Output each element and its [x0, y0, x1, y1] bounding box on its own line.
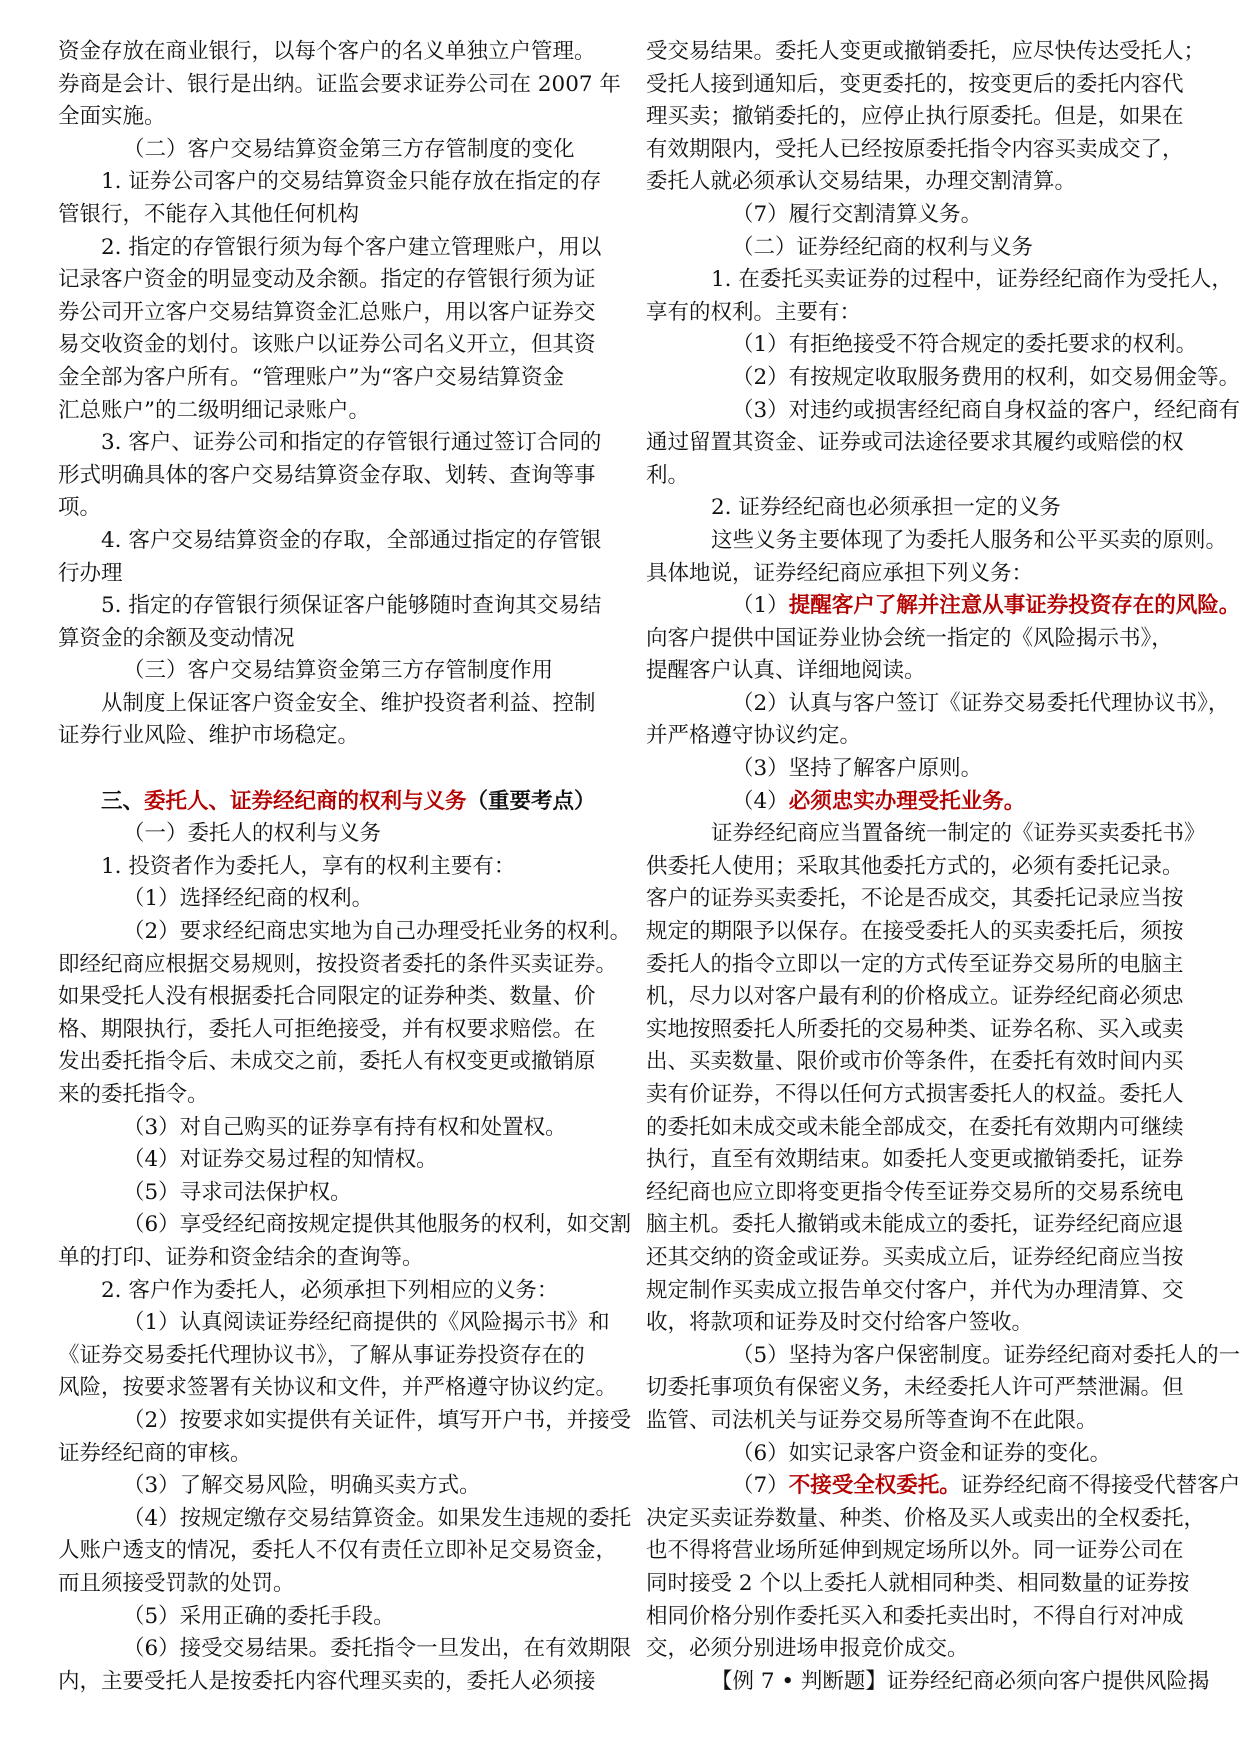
text-line: [58, 851, 614, 884]
line-text: 来的委托指令。: [58, 1082, 209, 1107]
line-text: （5）采用正确的委托手段。: [123, 1603, 395, 1629]
line-text: 利。: [646, 462, 690, 488]
line-text: 同时接受 2 个以上委托人就相同种类、相同数量的证券按: [646, 1570, 1190, 1596]
text-line: [646, 851, 1202, 884]
line-text: 项。: [58, 495, 102, 521]
line-text: 理买卖；撤销委托的，应停止执行原委托。但是，如果在: [646, 104, 1184, 130]
heading-note: （重要考点）: [466, 788, 596, 814]
line-text: 脑主机。委托人撤销或未能成立的委托，证券经纪商应退: [646, 1212, 1184, 1238]
text-line: [58, 1372, 618, 1405]
text-line: [58, 395, 614, 428]
text-line: [646, 1275, 1202, 1308]
text-line: [646, 883, 1202, 916]
line-text: 受托人接到通知后，变更委托的，按变更后的委托内容代: [646, 71, 1184, 97]
line-text: 记录客户资金的明显变动及余额。指定的存管银行须为证: [58, 267, 596, 293]
line-text: 相同价格分别作委托买入和委托卖出时，不得自行对冲成: [646, 1603, 1184, 1629]
line-text: （5）坚持为客户保密制度。证券经纪商对委托人的一: [732, 1342, 1241, 1368]
text-line: [646, 232, 1202, 265]
text-line: [646, 492, 1202, 525]
text-line: [646, 655, 1202, 688]
line-text: （2）认真与客户签订《证券交易委托代理协议书》，: [732, 690, 1230, 716]
line-text: 即经纪商应根据交易规则，按投资者委托的条件买卖证券。: [58, 951, 618, 977]
line-text: 证券行业风险、维护市场稳定。: [58, 723, 360, 749]
text-line: [646, 362, 1241, 395]
line-text: 委托人就必须承认交易结果，办理交割清算。: [646, 169, 1077, 195]
line-text: 3. 客户、证券公司和指定的存管银行通过签订合同的: [101, 430, 602, 456]
text-line: [646, 1601, 1202, 1634]
text-line: [58, 199, 614, 232]
line-text: 算资金的余额及变动情况: [58, 625, 295, 651]
line-text: 还其交纳的资金或证券。买卖成立后，证券经纪商应当按: [646, 1244, 1184, 1270]
text-line: [58, 1666, 614, 1699]
text-line: [646, 1340, 1241, 1373]
line-text: 的委托如未成交或未能全部成交，在委托有效期内可继续: [646, 1114, 1184, 1140]
line-text: 人账户透支的情况，委托人不仅有责任立即补足交易资金，: [58, 1538, 618, 1564]
text-line: [58, 1340, 614, 1373]
text-line: [646, 720, 1202, 753]
line-text: （6）如实记录客户资金和证券的变化。: [732, 1440, 1112, 1466]
line-text: 切委托事项负有保密义务，未经委托人许可严禁泄漏。但: [646, 1375, 1184, 1401]
text-line: [58, 1177, 614, 1210]
text-line: [58, 753, 614, 786]
line-text: （4）按规定缴存交易结算资金。如果发生违规的委托: [123, 1505, 632, 1531]
line-text: 发出委托指令后、未成交之前，委托人有权变更或撤销原: [58, 1049, 596, 1075]
text-line: [58, 1633, 632, 1666]
line-text: （三）客户交易结算资金第三方存管制度作用: [123, 658, 554, 684]
line-text: 1. 投资者作为委托人，享有的权利主要有：: [101, 853, 516, 879]
text-line: [58, 427, 614, 460]
line-text: 客户的证券买卖委托，不论是否成交，其委托记录应当按: [646, 886, 1184, 912]
text-line: [646, 1144, 1202, 1177]
line-text: （4）对证券交易过程的知情权。: [123, 1147, 438, 1173]
text-line: [646, 916, 1202, 949]
text-line: [58, 818, 614, 851]
text-line: [58, 525, 614, 558]
line-text: 供委托人使用；采取其他委托方式的，必须有委托记录。: [646, 853, 1184, 879]
line-text: 规定制作买卖成立报告单交付客户，并代为办理清算、交: [646, 1277, 1184, 1303]
text-line: [58, 981, 614, 1014]
text-line: [646, 1242, 1202, 1275]
text-line: [58, 329, 614, 362]
line-text: 机，尽力以对客户最有利的价格成立。证券经纪商必须忠: [646, 984, 1184, 1010]
text-line: [58, 36, 614, 69]
line-text: （1）选择经纪商的权利。: [123, 886, 374, 912]
line-text: 出、买卖数量、限价或市价等条件，在委托有效时间内买: [646, 1049, 1184, 1075]
text-line: [646, 460, 1202, 493]
line-text: （6）享受经纪商按规定提供其他服务的权利，如交割: [123, 1212, 632, 1238]
right-column: [646, 36, 1241, 1698]
line-text: 内，主要受托人是按委托内容代理买卖的，委托人必须接: [58, 1668, 596, 1694]
line-text: （7）履行交割清算义务。: [732, 201, 983, 227]
line-text: 金全部为客户所有。“管理账户”为“客户交易结算资金: [58, 364, 564, 390]
text-line: [646, 36, 1206, 69]
text-line: [58, 492, 614, 525]
line-text: 券公司开立客户交易结算资金汇总账户，用以客户证券交: [58, 299, 596, 325]
text-line: [58, 949, 618, 982]
line-text: 具体地说，证券经纪商应承担下列义务：: [646, 560, 1034, 586]
line-text: 1. 证券公司客户的交易结算资金只能存放在指定的存: [101, 169, 602, 195]
line-text: 交，必须分别进场申报竞价成交。: [646, 1636, 969, 1662]
text-line: [646, 329, 1202, 362]
line-text: 管银行，不能存入其他任何机构: [58, 201, 360, 227]
text-line: [58, 1014, 614, 1047]
text-line: [58, 558, 614, 591]
text-line: [646, 134, 1202, 167]
text-line: [58, 720, 614, 753]
line-text: 而且须接受罚款的处罚。: [58, 1570, 295, 1596]
line-text: 如果受托人没有根据委托合同限定的证券种类、数量、价: [58, 984, 596, 1010]
text-line: [646, 1079, 1202, 1112]
text-line: [646, 1209, 1202, 1242]
text-line: [646, 264, 1233, 297]
line-text: 通过留置其资金、证券或司法途径要求其履约或赔偿的权: [646, 430, 1184, 456]
text-line: [646, 1568, 1202, 1601]
line-text: （2）要求经纪商忠实地为自己办理受托业务的权利。: [123, 919, 632, 945]
text-line: [58, 1112, 614, 1145]
left-column: [58, 36, 632, 1698]
text-line: [58, 655, 614, 688]
heading-prefix: 三、: [101, 788, 145, 814]
text-line: [646, 199, 1202, 232]
text-line: [58, 916, 632, 949]
text-line: [646, 1633, 1202, 1666]
line-text: 规定的期限予以保存。在接受委托人的买卖委托后，须按: [646, 919, 1184, 945]
line-text: 券商是会计、银行是出纳。证监会要求证券公司在 2007 年: [58, 71, 621, 97]
text-line: [646, 688, 1230, 721]
line-text: 决定买卖证券数量、种类、价格及买人或卖出的全权委托，: [646, 1505, 1206, 1531]
line-text: （2）按要求如实提供有关证件，填写开户书，并接受: [123, 1407, 632, 1433]
text-line: [646, 558, 1202, 591]
line-text: （3）对自己购买的证券享有持有权和处置权。: [123, 1114, 567, 1140]
line-text: 实地按照委托人所委托的交易种类、证券名称、买入或卖: [646, 1016, 1184, 1042]
text-line: [646, 1470, 1241, 1503]
text-line: [646, 1046, 1202, 1079]
line-text: 证券经纪商应当置备统一制定的《证券买卖委托书》: [711, 821, 1206, 847]
text-line: [646, 1438, 1202, 1471]
line-text: （3）了解交易风险，明确买卖方式。: [123, 1473, 481, 1499]
text-line: [58, 1535, 618, 1568]
line-text: （6）接受交易结果。委托指令一旦发出，在有效期限: [123, 1636, 632, 1662]
line-text: 形式明确具体的客户交易结算资金存取、划转、查询等事: [58, 462, 596, 488]
text-line: [646, 1503, 1206, 1536]
line-text: 证券经纪商的审核。: [58, 1440, 252, 1466]
line-text: 并严格遵守协议约定。: [646, 723, 862, 749]
line-text: 委托人的指令立即以一定的方式传至证券交易所的电脑主: [646, 951, 1184, 977]
line-text: 这些义务主要体现了为委托人服务和公平买卖的原则。: [711, 527, 1228, 553]
line-text: 卖有价证券，不得以任何方式损害委托人的权益。委托人: [646, 1082, 1184, 1107]
text-line: [58, 688, 614, 721]
line-text: （4）: [732, 788, 789, 814]
highlight-text: 必须忠实办理受托业务。: [788, 788, 1026, 814]
text-line: [58, 1144, 614, 1177]
text-line: [58, 362, 614, 395]
line-text: 2. 客户作为委托人，必须承担下列相应的义务：: [101, 1277, 559, 1303]
line-text-after: 证券经纪商不得接受代替客户: [960, 1473, 1241, 1499]
text-line: [58, 1405, 632, 1438]
text-line: [646, 818, 1206, 851]
text-line: [646, 297, 1202, 330]
line-text: 也不得将营业场所延伸到规定场所以外。同一证券公司在: [646, 1538, 1184, 1564]
line-text: 经纪商也应立即将变更指令传至证券交易所的交易系统电: [646, 1179, 1184, 1205]
text-line: [646, 1535, 1202, 1568]
line-text: 资金存放在商业银行，以每个客户的名义单独立户管理。: [58, 39, 596, 64]
line-text: 风险，按要求签署有关协议和文件，并严格遵守协议约定。: [58, 1375, 618, 1401]
line-text: 格、期限执行，委托人可拒绝接受，并有权要求赔偿。在: [58, 1016, 596, 1042]
line-text: 有效期限内，受托人已经按原委托指令内容买卖成交了，: [646, 136, 1184, 162]
line-text: 汇总账户”的二级明细记录账户。: [58, 397, 370, 423]
text-line: [646, 753, 1202, 786]
text-line: [646, 949, 1202, 982]
text-line: [58, 623, 614, 656]
heading-title: 委托人、证券经纪商的权利与义务: [144, 788, 467, 814]
text-line: [58, 1307, 614, 1340]
text-line: [646, 590, 1241, 623]
line-text: （二）客户交易结算资金第三方存管制度的变化: [123, 136, 575, 162]
line-text: 单的打印、证券和资金结余的查询等。: [58, 1244, 424, 1270]
line-text: 享有的权利。主要有：: [646, 299, 862, 325]
text-line: [58, 1470, 614, 1503]
text-line: [58, 1242, 614, 1275]
text-line: [58, 232, 614, 265]
text-line: [646, 786, 1202, 819]
text-line: [646, 1014, 1202, 1047]
line-text: （7）: [732, 1473, 789, 1499]
text-line: [58, 101, 614, 134]
highlight-text: 不接受全权委托。: [788, 1473, 961, 1499]
line-text: 执行，直至有效期结束。如委托人变更或撤销委托，证券: [646, 1147, 1184, 1173]
line-text: （二）证券经纪商的权利与义务: [732, 234, 1034, 260]
text-line: [58, 1601, 614, 1634]
text-line: [58, 1438, 614, 1471]
highlight-text: 提醒客户了解并注意从事证券投资存在的风险。: [788, 593, 1241, 619]
text-line: [646, 1112, 1202, 1145]
text-line: [646, 1372, 1202, 1405]
line-text: 2. 证券经纪商也必须承担一定的义务: [711, 495, 1061, 521]
line-text: 行办理: [58, 560, 123, 586]
text-line: [58, 590, 614, 623]
text-line: [646, 1405, 1202, 1438]
line-text: （3）坚持了解客户原则。: [732, 756, 983, 782]
line-text: （一）委托人的权利与义务: [123, 821, 382, 847]
text-line: [646, 427, 1202, 460]
line-text: （2）有按规定收取服务费用的权利，如交易佣金等。: [732, 364, 1241, 390]
text-line: [646, 166, 1202, 199]
line-text: 收，将款项和证券及时交付给客户签收。: [646, 1310, 1034, 1336]
text-line: [58, 1503, 632, 1536]
line-text: 易交收资金的划付。该账户以证券公司名义开立，但其资: [58, 332, 596, 358]
line-text: 监管、司法机关与证券交易所等查询不在此限。: [646, 1407, 1098, 1433]
text-line: [646, 395, 1241, 428]
text-line: [58, 134, 614, 167]
text-line: [58, 69, 621, 102]
text-line: [646, 981, 1202, 1014]
line-text: （1）有拒绝接受不符合规定的委托要求的权利。: [732, 332, 1198, 358]
text-line: [646, 101, 1202, 134]
line-text: （5）寻求司法保护权。: [123, 1179, 352, 1205]
text-line: [646, 69, 1202, 102]
line-text: 4. 客户交易结算资金的存取，全部通过指定的存管银: [101, 527, 602, 553]
line-text: 受交易结果。委托人变更或撤销委托，应尽快传达受托人；: [646, 39, 1206, 64]
line-text: 2. 指定的存管银行须为每个客户建立管理账户，用以: [101, 234, 602, 260]
text-line: [58, 460, 614, 493]
line-text: （1）: [732, 593, 789, 619]
line-text: （1）认真阅读证券经纪商提供的《风险揭示书》和: [123, 1310, 610, 1336]
text-line: [646, 525, 1228, 558]
text-line: [58, 166, 614, 199]
line-text: 5. 指定的存管银行须保证客户能够随时查询其交易结: [101, 593, 602, 619]
line-text: 【例 7 • 判断题】证券经纪商必须向客户提供风险揭: [711, 1668, 1210, 1694]
text-line: [58, 1079, 614, 1112]
text-line: [58, 1275, 614, 1308]
line-text: 向客户提供中国证券业协会统一指定的《风险揭示书》，: [646, 625, 1173, 651]
line-text: 《证券交易委托代理协议书》，了解从事证券投资存在的: [58, 1342, 585, 1368]
text-line: [646, 1666, 1210, 1699]
text-line: [646, 1177, 1202, 1210]
text-line: [58, 1568, 614, 1601]
text-line: [58, 883, 614, 916]
text-line: [58, 1046, 614, 1079]
text-line: [58, 1209, 632, 1242]
line-text: 提醒客户认真、详细地阅读。: [646, 658, 926, 684]
text-line: [58, 264, 614, 297]
line-text: 从制度上保证客户资金安全、维护投资者利益、控制: [101, 690, 596, 716]
line-text: 1. 在委托买卖证券的过程中，证券经纪商作为受托人，: [711, 267, 1233, 293]
text-line: [58, 297, 614, 330]
line-text: 全面实施。: [58, 104, 166, 130]
text-line: [646, 623, 1202, 656]
section-heading: [58, 786, 614, 819]
line-text: （3）对违约或损害经纪商自身权益的客户，经纪商有: [732, 397, 1241, 423]
text-line: [646, 1307, 1202, 1340]
